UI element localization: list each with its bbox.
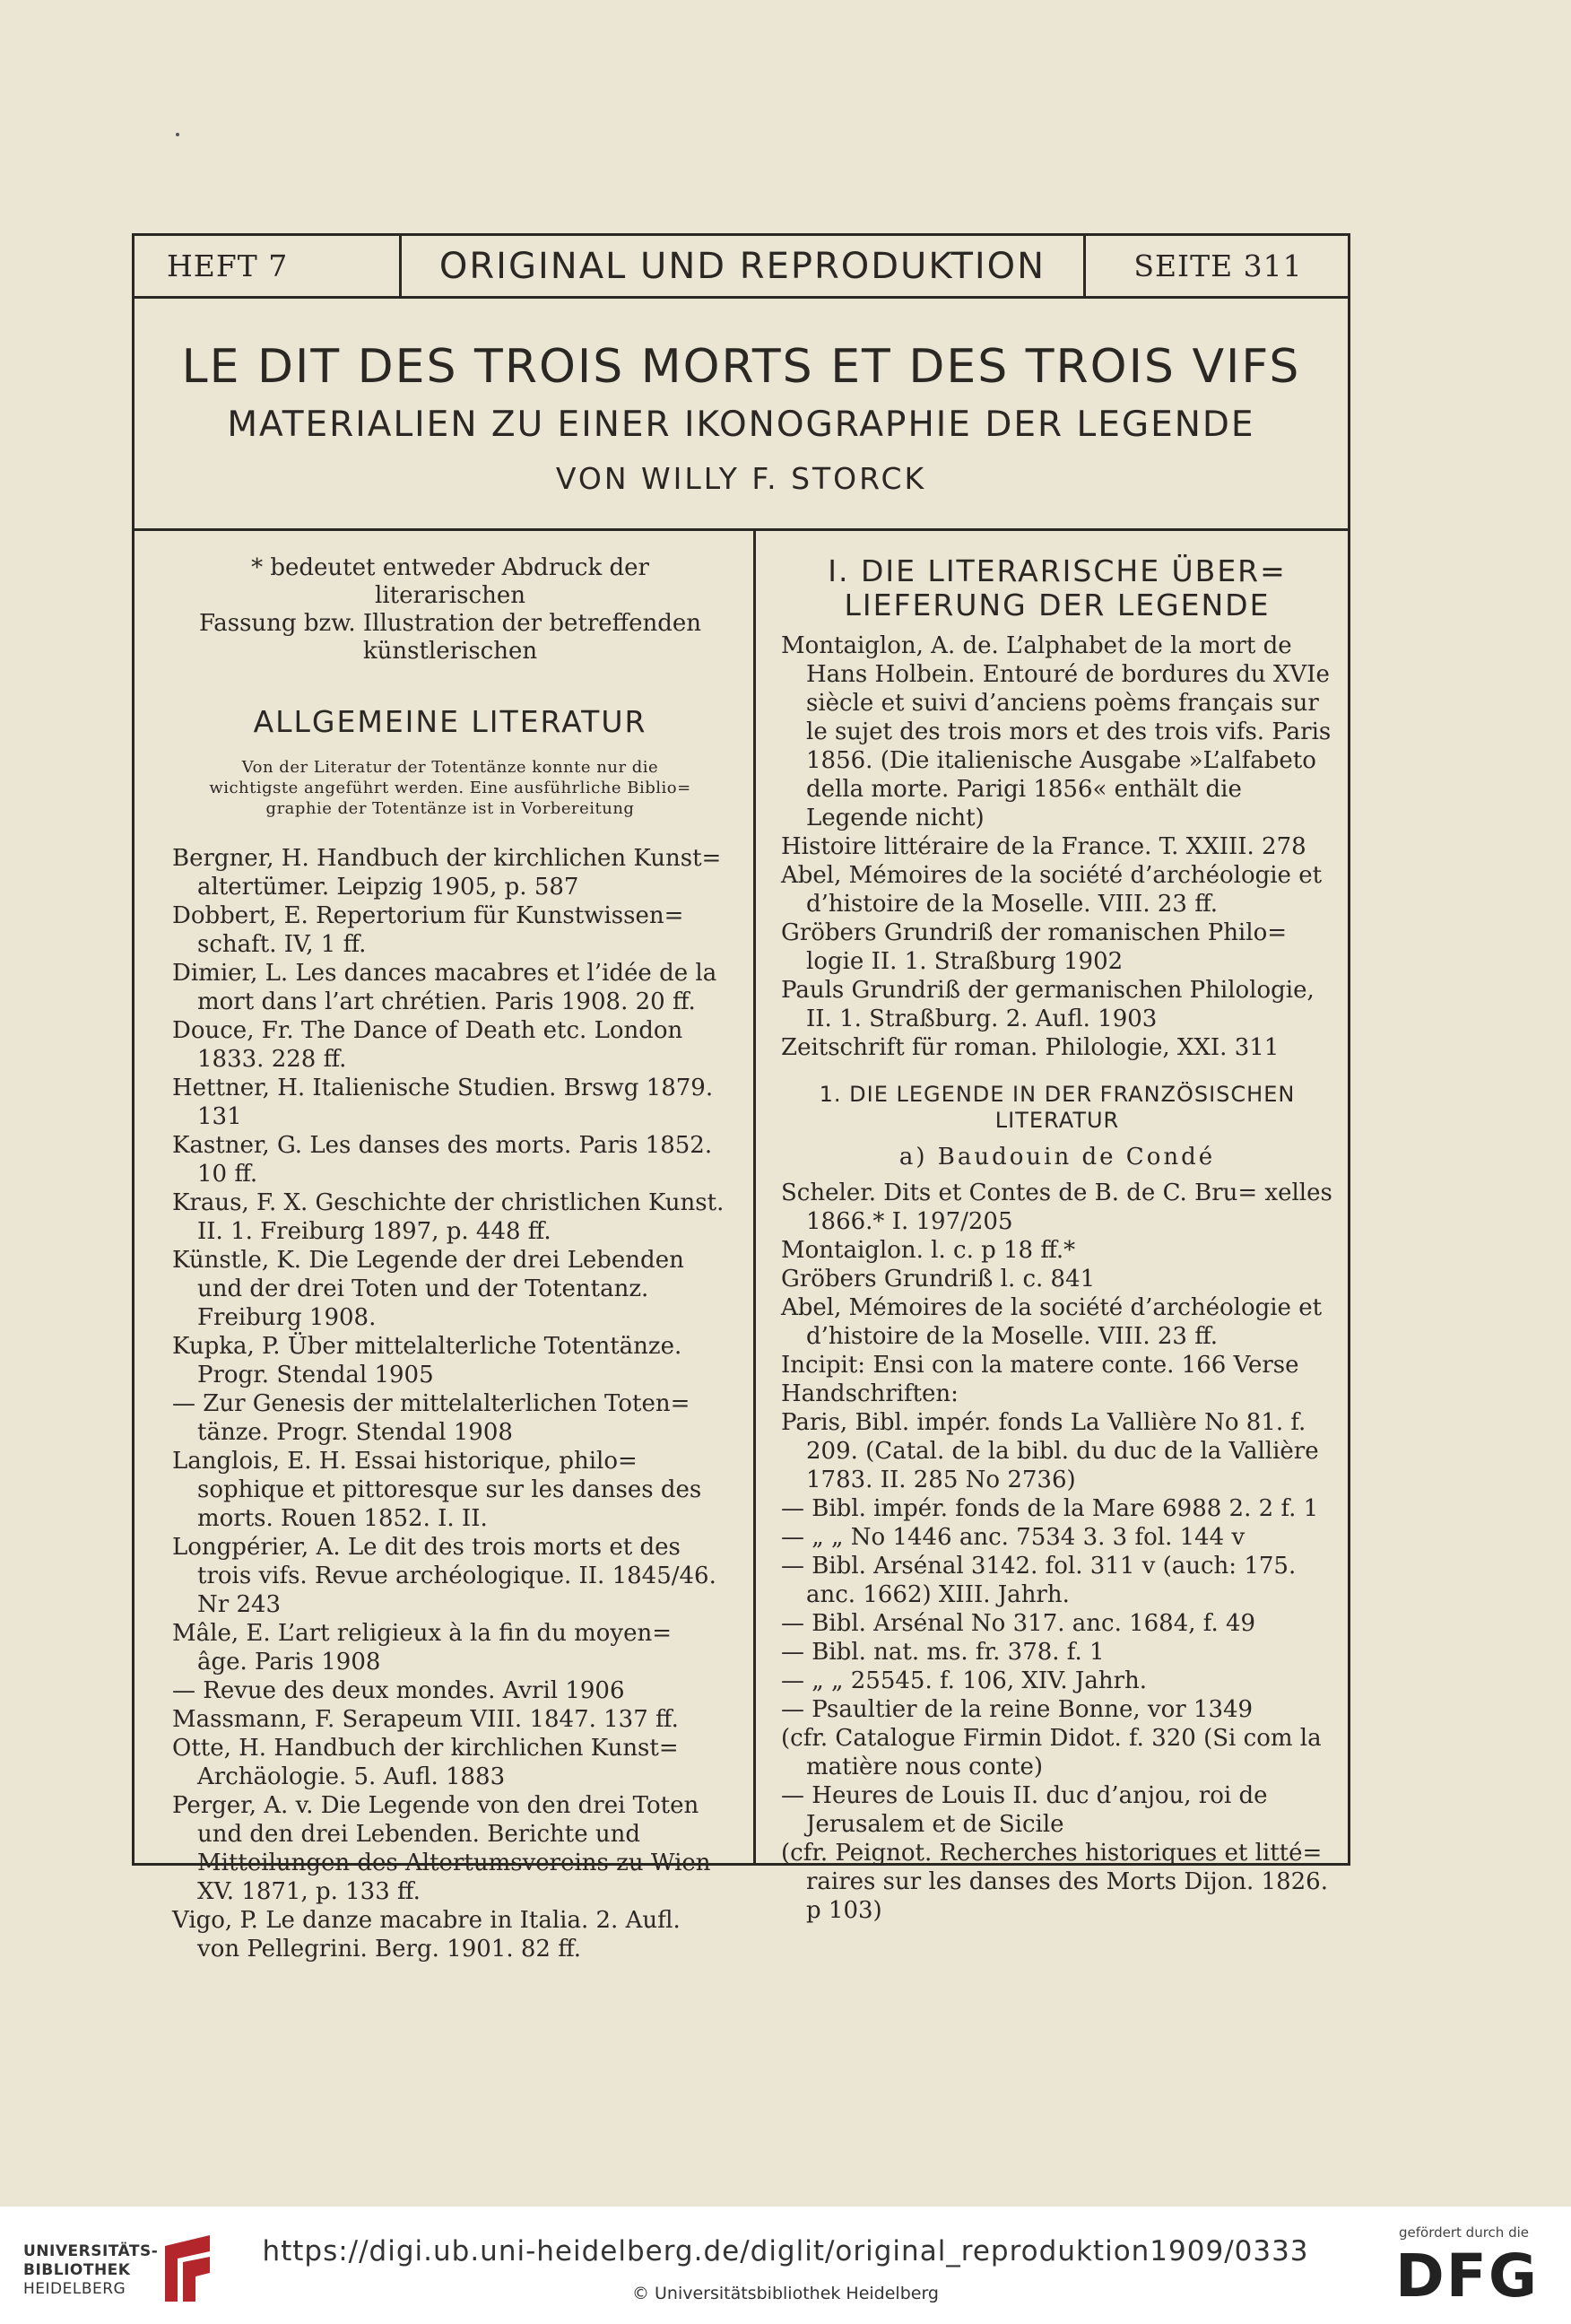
bibliography-entry: Incipit: Ensi con la matere conte. 166 Verse bbox=[781, 1352, 1299, 1379]
bibliography-entry: Vigo, P. Le danze macabre in Italia. 2. Aufl. von Pellegrini. Berg. 1901. 82 ff. bbox=[172, 1907, 681, 1963]
right-column bbox=[781, 554, 1333, 1925]
bibliography-entry: (cfr. Catalogue Firmin Didot. f. 320 (Si com la matière nous conte) bbox=[781, 1725, 1322, 1780]
bibliography-entry: Mâle, E. L’art religieux à la fin du moyen= âge. Paris 1908 bbox=[172, 1620, 673, 1676]
bibliography-entry: Gröbers Grundriß der romanischen Philo= logie II. 1. Straßburg 1902 bbox=[781, 919, 1288, 975]
bibliography-entry: (cfr. Peignot. Recherches historiques et litté= raires sur les danses des Morts Dijon. 1826. p 103) bbox=[781, 1840, 1328, 1924]
article-author: VON WILLY F. STORCK bbox=[555, 461, 927, 496]
subsection-heading-line: 1. DIE LEGENDE IN DER FRANZÖSISCHEN bbox=[819, 1082, 1296, 1107]
bibliography-entry: Bergner, H. Handbuch der kirchlichen Kunst= altertümer. Leipzig 1905, p. 587 bbox=[172, 845, 722, 901]
bibliography-entry: Dobbert, E. Repertorium für Kunstwissen= schaft. IV, 1 ff. bbox=[172, 902, 684, 958]
permalink-url[interactable]: https://digi.ub.uni-heidelberg.de/diglit/original_reproduktion1909/0333 bbox=[262, 2235, 1309, 2267]
bibliography-entry: Abel, Mémoires de la société d’archéologie et d’histoire de la Moselle. VIII. 23 ff. bbox=[781, 1294, 1323, 1350]
bibliography-entry: — Heures de Louis II. duc d’anjou, roi de Jerusalem et de Sicile bbox=[781, 1782, 1268, 1838]
left-column bbox=[172, 554, 728, 1963]
bibliography-entry: Scheler. Dits et Contes de B. de C. Bru= xelles 1866.* I. 197/205 bbox=[781, 1179, 1332, 1235]
funding-note: gefördert durch die bbox=[1399, 2224, 1529, 2241]
bibliography-entry: Kastner, G. Les danses des morts. Paris 1852. 10 ff. bbox=[172, 1132, 713, 1188]
bibliography-list-tradition bbox=[781, 631, 1333, 1062]
bibliography-entry: — „ „ 25545. f. 106, XIV. Jahrh. bbox=[781, 1667, 1148, 1694]
bibliography-entry: Zeitschrift für roman. Philologie, XXI. 311 bbox=[781, 1034, 1280, 1061]
bibliography-entry: — Bibl. nat. ms. fr. 378. f. 1 bbox=[781, 1639, 1105, 1666]
bibliography-list-general bbox=[172, 844, 728, 1963]
bibliography-entry: Kupka, P. Über mittelalterliche Totentänze. Progr. Stendal 1905 bbox=[172, 1333, 682, 1388]
bibliography-list-baudouin bbox=[781, 1179, 1333, 1925]
asterisk-note-line: künstlerischen bbox=[362, 638, 538, 665]
bibliography-entry: — Bibl. Arsénal 3142. fol. 311 v (auch: 175. anc. 1662) XIII. Jahrh. bbox=[781, 1553, 1297, 1608]
bibliography-entry: Abel, Mémoires de la société d’archéologie et d’histoire de la Moselle. VIII. 23 ff. bbox=[781, 862, 1323, 918]
article-subtitle: MATERIALIEN ZU EINER IKONOGRAPHIE DER LEGENDE bbox=[227, 405, 1255, 445]
dfg-logo: DFG bbox=[1395, 2241, 1540, 2311]
article-title: LE DIT DES TROIS MORTS ET DES TROIS VIFS bbox=[181, 340, 1301, 394]
bibliography-entry: Handschriften: bbox=[781, 1380, 959, 1407]
scan-speck bbox=[176, 133, 179, 136]
asterisk-note-line: * bedeutet entweder Abdruck der literarischen bbox=[251, 554, 649, 609]
page-number: SEITE 311 bbox=[1133, 248, 1303, 283]
bibliography-entry: Montaiglon, A. de. L’alphabet de la mort de Hans Holbein. Entouré de bordures du XVIe siècle et suivi d’anciens poèms français sur le sujet des trois mors et des trois vifs. Paris 1856. (Die italienische Ausgabe »L’alfabeto della morte. Parigi 1856« enthält die Legende nicht) bbox=[781, 632, 1332, 831]
bibliography-entry: — Zur Genesis der mittelalterlichen Toten= tänze. Progr. Stendal 1908 bbox=[172, 1390, 690, 1446]
bibliography-entry: Otte, H. Handbuch der kirchlichen Kunst= Archäologie. 5. Aufl. 1883 bbox=[172, 1735, 679, 1790]
digitization-footer bbox=[0, 2206, 1571, 2324]
bibliography-entry: Montaiglon. l. c. p 18 ff.* bbox=[781, 1237, 1076, 1264]
bibliography-entry: Paris, Bibl. impér. fonds La Vallière No 81. f. 209. (Catal. de la bibl. du duc de la Vallière 1783. II. 285 No 2736) bbox=[781, 1409, 1319, 1493]
column-divider bbox=[753, 531, 756, 1866]
copyright-notice: © Universitätsbibliothek Heidelberg bbox=[631, 2284, 939, 2303]
bibliography-entry: Massmann, F. Serapeum VIII. 1847. 137 ff. bbox=[172, 1706, 679, 1733]
library-name-line: HEIDELBERG bbox=[23, 2280, 126, 2298]
subsection-heading-french-literature bbox=[781, 1082, 1333, 1134]
library-name-line: UNIVERSITÄTS- bbox=[23, 2242, 159, 2260]
article-title-block bbox=[135, 299, 1348, 531]
section-heading-line: LIEFERUNG DER LEGENDE bbox=[844, 588, 1271, 622]
literature-remark bbox=[172, 757, 728, 819]
bibliography-entry: Kraus, F. X. Geschichte der christlichen Kunst. II. 1. Freiburg 1897, p. 448 ff. bbox=[172, 1189, 725, 1245]
literature-remark-line: graphie der Totentänze ist in Vorbereitung bbox=[265, 799, 635, 818]
literature-remark-line: wichtigste angeführt werden. Eine ausführliche Biblio= bbox=[209, 779, 691, 797]
bibliography-entry: Douce, Fr. The Dance of Death etc. London 1833. 228 ff. bbox=[172, 1017, 683, 1073]
page-frame bbox=[132, 233, 1350, 1963]
bibliography-entry: Hettner, H. Italienische Studien. Brswg 1879. 131 bbox=[172, 1075, 714, 1130]
bibliography-entry: — Bibl. Arsénal No 317. anc. 1684, f. 49 bbox=[781, 1610, 1256, 1637]
asterisk-note bbox=[172, 554, 728, 666]
section-heading-line: I. DIE LITERARISCHE ÜBER= bbox=[828, 553, 1287, 588]
bibliography-entry: — Psaultier de la reine Bonne, vor 1349 bbox=[781, 1696, 1254, 1723]
bibliography-entry: Longpérier, A. Le dit des trois morts et des trois vifs. Revue archéologique. II. 1845/46. Nr 243 bbox=[172, 1534, 716, 1618]
issue-number: HEFT 7 bbox=[135, 236, 402, 296]
journal-title: ORIGINAL UND REPRODUKTION bbox=[402, 236, 1086, 296]
bibliography-entry: — Revue des deux mondes. Avril 1906 bbox=[172, 1677, 625, 1704]
running-header bbox=[135, 236, 1348, 299]
subsection-heading-baudouin: a) Baudouin de Condé bbox=[898, 1144, 1216, 1171]
bibliography-entry: — Bibl. impér. fonds de la Mare 6988 2. 2 f. 1 bbox=[781, 1495, 1319, 1522]
bibliography-entry: Dimier, L. Les dances macabres et l’idée de la mort dans l’art chrétien. Paris 1908. 20 ff. bbox=[172, 960, 717, 1015]
bibliography-entry: Perger, A. v. Die Legende von den drei Toten und den drei Lebenden. Berichte und Mitteilungen des Altertumsvereins zu Wien XV. 1871, p. 133 ff. bbox=[172, 1792, 711, 1905]
bibliography-entry: Langlois, E. H. Essai historique, philo= sophique et pittoresque sur les danses des morts. Rouen 1852. I. II. bbox=[172, 1448, 702, 1532]
section-heading-general-literature: ALLGEMEINE LITERATUR bbox=[253, 704, 647, 739]
subsection-heading-line: LITERATUR bbox=[994, 1108, 1120, 1133]
library-name-line: BIBLIOTHEK bbox=[23, 2261, 131, 2279]
bibliography-entry: Gröbers Grundriß l. c. 841 bbox=[781, 1266, 1096, 1293]
section-heading-literary-tradition bbox=[781, 554, 1333, 622]
bibliography-entry: Histoire littéraire de la France. T. XXIII. 278 bbox=[781, 833, 1306, 860]
bibliography-entry: Künstle, K. Die Legende der drei Lebenden und der drei Toten und der Totentanz. Freiburg 1908. bbox=[172, 1247, 684, 1331]
literature-remark-line: Von der Literatur der Totentänze konnte nur die bbox=[241, 758, 659, 777]
bibliography-entry: Pauls Grundriß der germanischen Philologie, II. 1. Straßburg. 2. Aufl. 1903 bbox=[781, 977, 1315, 1032]
bibliography-entry: — „ „ No 1446 anc. 7534 3. 3 fol. 144 v bbox=[781, 1524, 1246, 1551]
asterisk-note-line: Fassung bzw. Illustration der betreffenden bbox=[198, 610, 702, 637]
